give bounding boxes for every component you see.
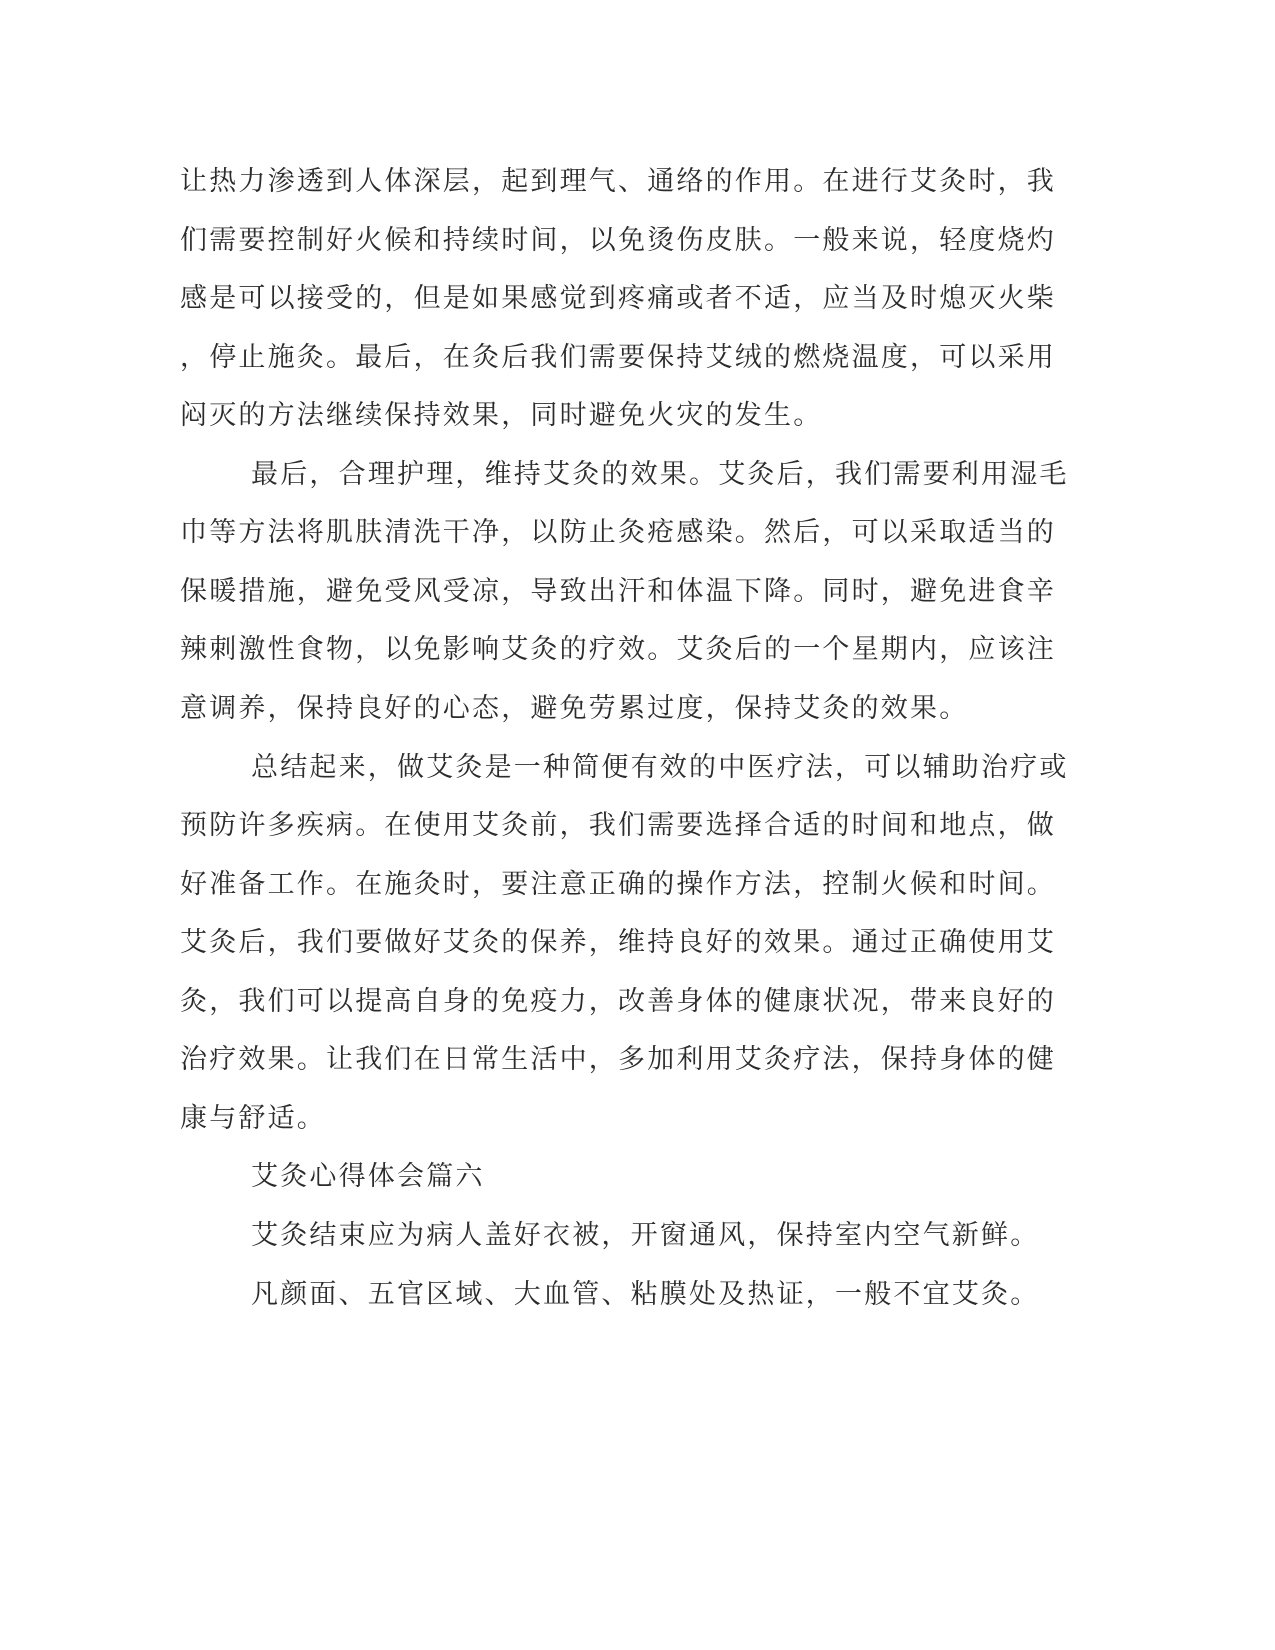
text-line: 巾等方法将肌肤清洗干净，以防止灸疮感染。然后，可以采取适当的 <box>180 517 1056 548</box>
section-heading: 艾灸心得体会篇六 <box>251 1161 485 1192</box>
paragraph-first-line: 总结起来，做艾灸是一种简便有效的中医疗法，可以辅助治疗或 <box>251 752 1069 783</box>
text-line: 让热力渗透到人体深层，起到理气、通络的作用。在进行艾灸时，我 <box>180 166 1056 197</box>
text-line: 保暖措施，避免受风受凉，导致出汗和体温下降。同时，避免进食辛 <box>180 576 1056 607</box>
text-line: ，停止施灸。最后，在灸后我们需要保持艾绒的燃烧温度，可以采用 <box>180 342 1056 373</box>
text-line: 意调养，保持良好的心态，避免劳累过度，保持艾灸的效果。 <box>180 693 969 724</box>
text-line: 治疗效果。让我们在日常生活中，多加利用艾灸疗法，保持身体的健 <box>180 1044 1056 1075</box>
text-line: 康与舒适。 <box>180 1103 326 1134</box>
text-line: 艾灸结束应为病人盖好衣被，开窗通风，保持室内空气新鲜。 <box>251 1220 1040 1251</box>
text-line: 感是可以接受的，但是如果感觉到疼痛或者不适，应当及时熄灭火柴 <box>180 283 1056 314</box>
text-line: 灸，我们可以提高自身的免疫力，改善身体的健康状况，带来良好的 <box>180 986 1056 1017</box>
text-line: 凡颜面、五官区域、大血管、粘膜处及热证，一般不宜艾灸。 <box>251 1279 1040 1310</box>
text-line: 们需要控制好火候和持续时间，以免烫伤皮肤。一般来说，轻度烧灼 <box>180 225 1056 256</box>
text-line: 好准备工作。在施灸时，要注意正确的操作方法，控制火候和时间。 <box>180 869 1056 900</box>
text-line: 预防许多疾病。在使用艾灸前，我们需要选择合适的时间和地点，做 <box>180 810 1056 841</box>
text-line: 艾灸后，我们要做好艾灸的保养，维持良好的效果。通过正确使用艾 <box>180 927 1056 958</box>
text-line: 闷灭的方法继续保持效果，同时避免火灾的发生。 <box>180 400 823 431</box>
paragraph-first-line: 最后，合理护理，维持艾灸的效果。艾灸后，我们需要利用湿毛 <box>251 459 1069 490</box>
text-line: 辣刺激性食物，以免影响艾灸的疗效。艾灸后的一个星期内，应该注 <box>180 634 1056 665</box>
